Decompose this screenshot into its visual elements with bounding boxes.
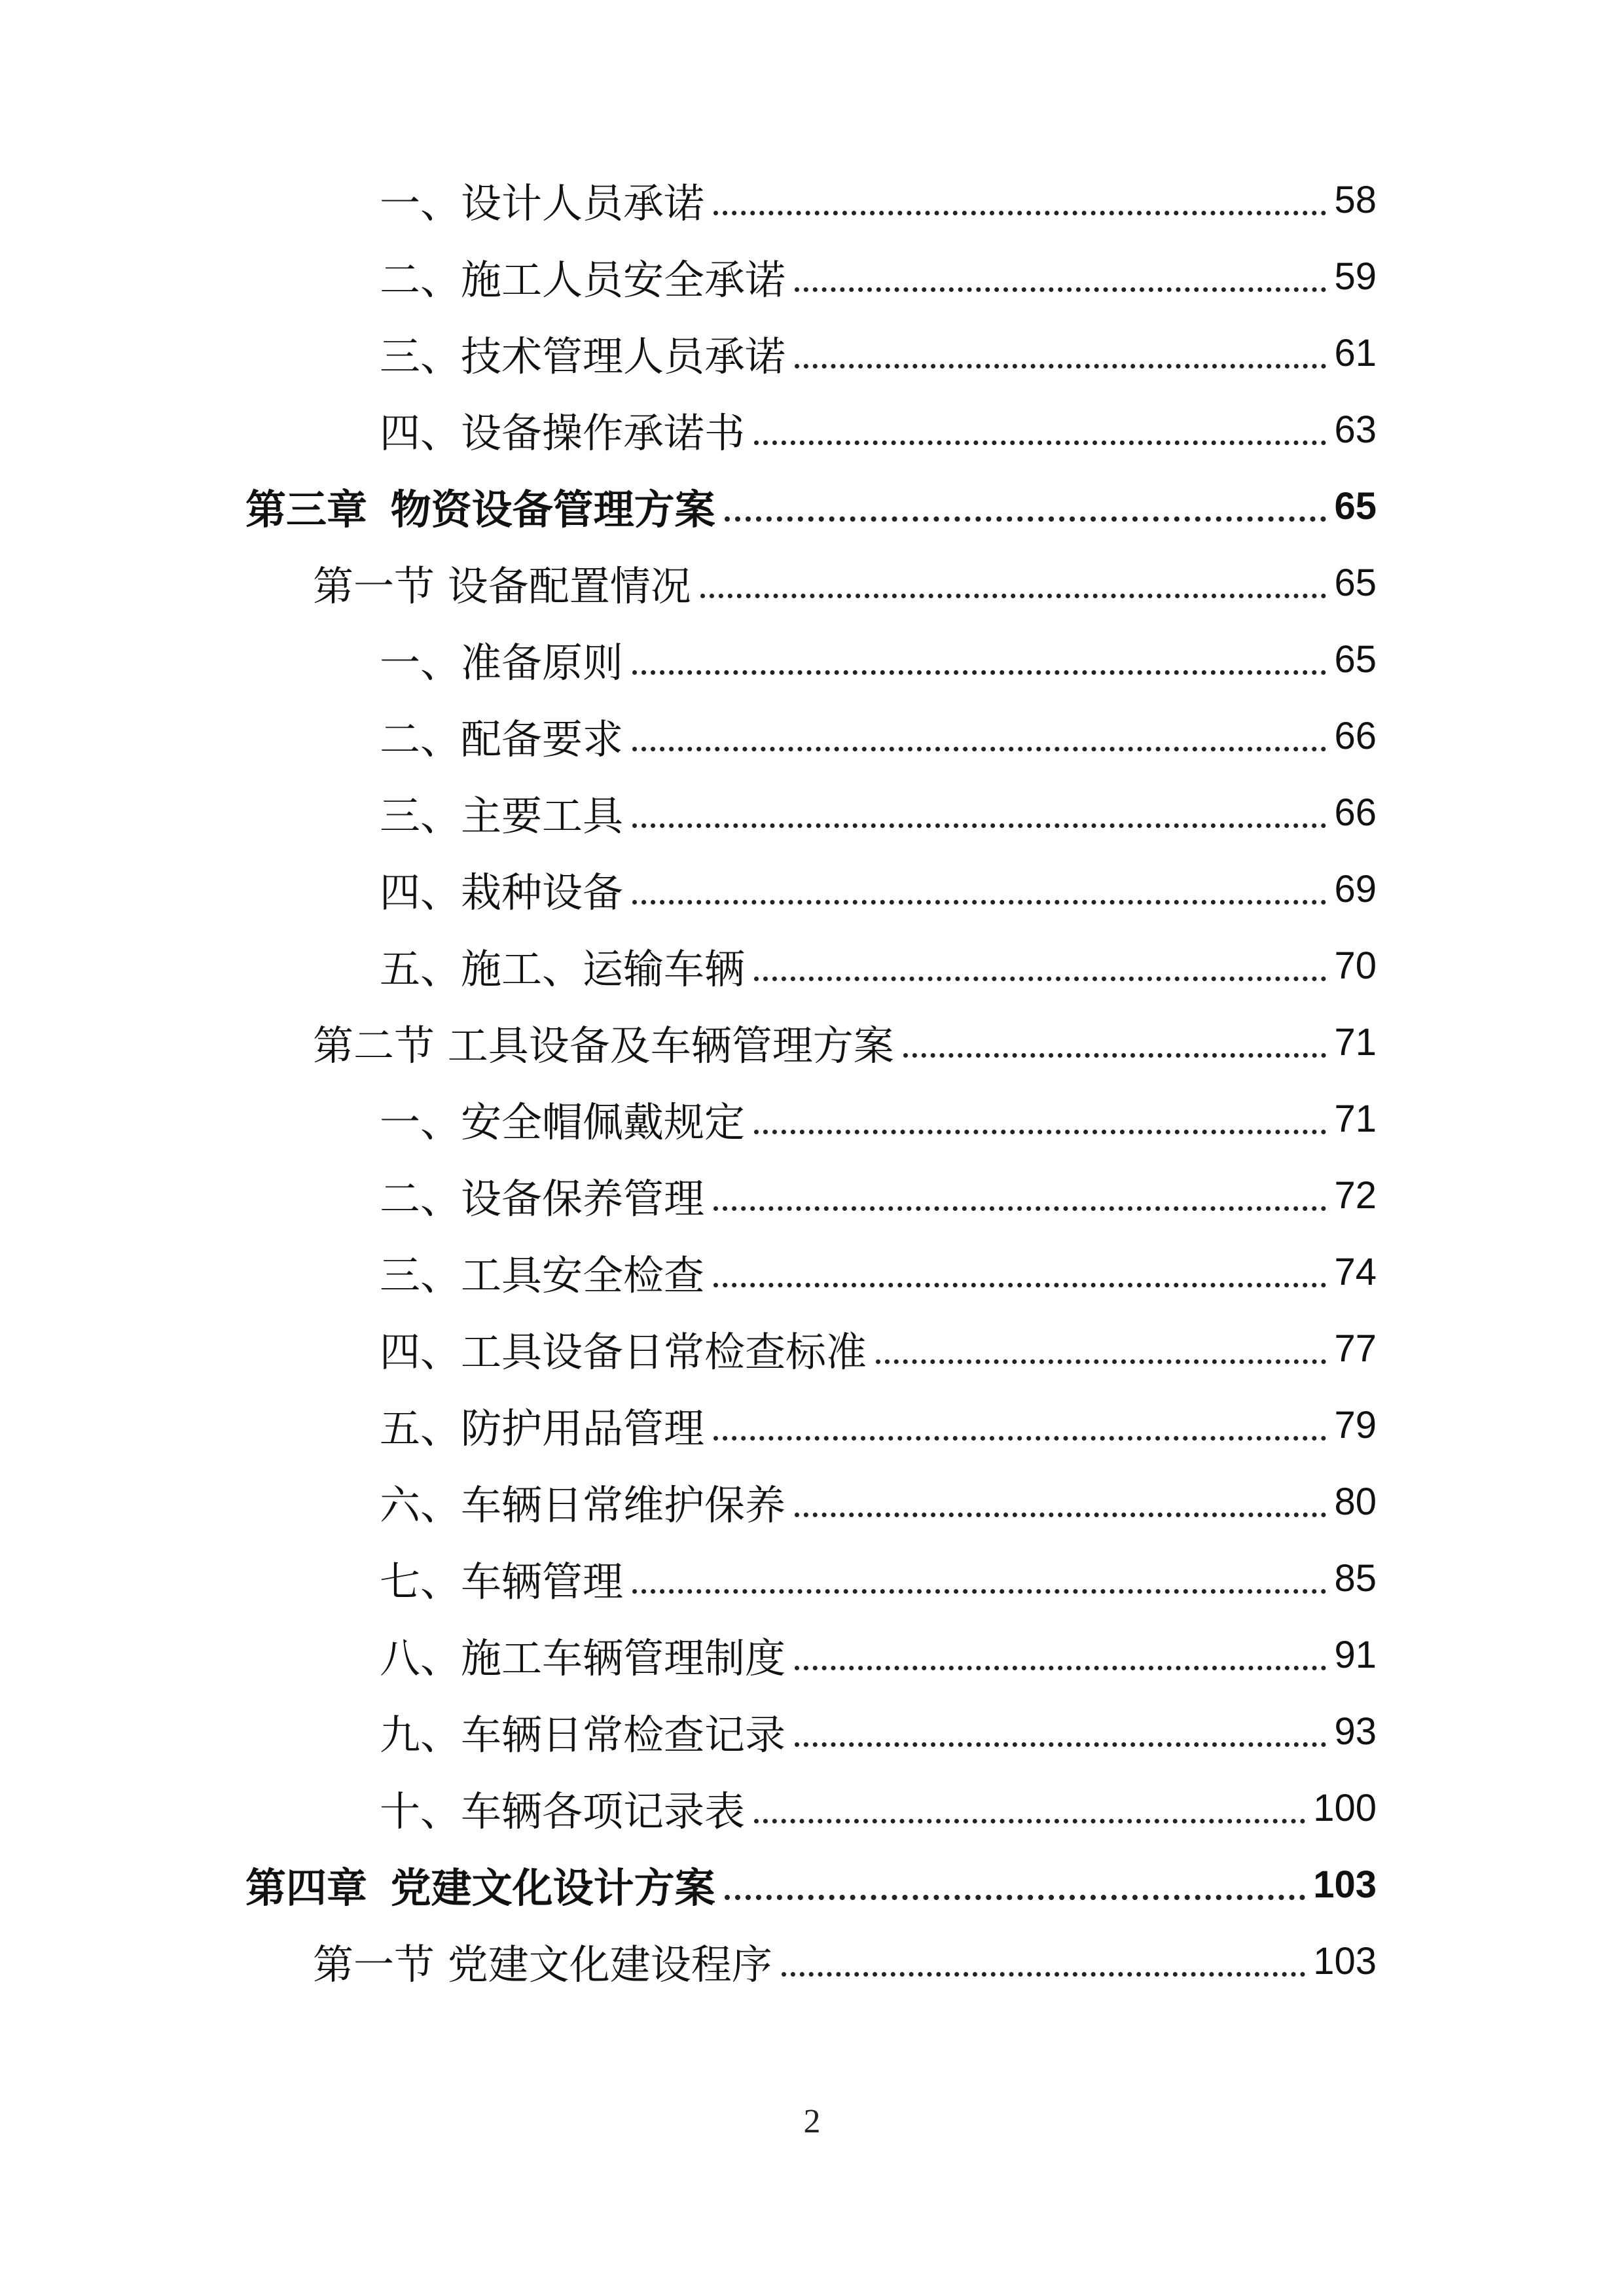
toc-chapter-entry[interactable] [245,473,1377,539]
dot-leader [713,1436,1326,1441]
toc-chapter-title: 第四章 党建文化设计方案 [245,1863,715,1912]
toc-entry[interactable] [380,1469,1377,1534]
toc-entry-page: 61 [1334,331,1377,374]
toc-section-entry[interactable] [313,550,1377,615]
toc-section-title: 第一节 党建文化建设程序 [313,1940,772,1988]
toc-entry[interactable] [380,856,1377,922]
toc-entry-title: 一、安全帽佩戴规定 [380,1098,746,1146]
toc-section-entry[interactable] [313,1009,1377,1075]
toc-entry-page: 77 [1334,1327,1377,1370]
toc-entry[interactable] [380,933,1377,998]
toc-entry-title: 四、设备操作承诺书 [380,408,746,457]
toc-entry-title: 五、施工、运输车辆 [380,944,746,993]
toc-entry-page: 59 [1334,255,1377,298]
toc-entry-title: 六、车辆日常维护保养 [380,1480,786,1529]
toc-entry-page: 103 [1313,1939,1377,1982]
table-of-contents [0,167,1624,2065]
dot-leader [713,1283,1326,1287]
toc-entry-page: 58 [1334,178,1377,221]
toc-entry-page: 103 [1313,1863,1377,1906]
toc-entry-page: 79 [1334,1403,1377,1446]
toc-entry[interactable] [380,397,1377,462]
toc-entry-title: 三、技术管理人员承诺 [380,332,786,380]
toc-entry[interactable] [380,1316,1377,1381]
toc-section-title: 第一节 设备配置情况 [313,562,691,610]
dot-leader [876,1359,1326,1364]
toc-entry[interactable] [380,1086,1377,1151]
dot-leader [754,1130,1326,1134]
dot-leader [713,211,1326,215]
toc-entry[interactable] [380,1392,1377,1458]
toc-section-title: 第二节 工具设备及车辆管理方案 [313,1021,894,1069]
toc-entry-page: 71 [1334,1020,1377,1064]
toc-entry-page: 71 [1334,1097,1377,1140]
toc-entry-title: 七、车辆管理 [380,1557,624,1605]
toc-entry[interactable] [380,1622,1377,1687]
dot-leader [754,440,1326,445]
toc-entry-page: 80 [1334,1480,1377,1523]
page-number: 2 [803,2103,821,2140]
toc-entry-title: 二、设备保养管理 [380,1174,705,1223]
toc-entry[interactable] [380,1775,1377,1840]
toc-entry[interactable] [380,780,1377,845]
dot-leader [632,1589,1326,1594]
toc-entry-title: 四、工具设备日常检查标准 [380,1327,867,1376]
toc-entry-title: 四、栽种设备 [380,868,624,916]
toc-entry-title: 一、设计人员承诺 [380,179,705,227]
dot-leader [632,670,1326,675]
toc-entry-page: 63 [1334,408,1377,451]
toc-entry[interactable] [380,703,1377,768]
toc-entry-title: 一、准备原则 [380,638,624,687]
dot-leader [795,287,1326,292]
toc-entry-page: 66 [1334,714,1377,757]
toc-entry-title: 十、车辆各项记录表 [380,1787,746,1835]
toc-entry-page: 100 [1313,1786,1377,1829]
dot-leader [725,1895,1306,1900]
toc-entry-title: 三、工具安全检查 [380,1251,705,1299]
dot-leader [795,1742,1326,1747]
toc-entry-page: 91 [1334,1633,1377,1676]
toc-entry[interactable] [380,1545,1377,1611]
toc-section-entry[interactable] [313,1928,1377,1994]
toc-chapter-entry[interactable] [245,1852,1377,1917]
toc-entry[interactable] [380,1162,1377,1228]
toc-entry-title: 三、主要工具 [380,791,624,840]
dot-leader [632,900,1326,905]
toc-entry-title: 二、配备要求 [380,715,624,763]
dot-leader [903,1053,1327,1058]
toc-entry[interactable] [380,167,1377,232]
dot-leader [754,977,1326,981]
toc-chapter-title: 第三章 物资设备管理方案 [245,485,715,533]
toc-entry-page: 85 [1334,1556,1377,1600]
toc-entry-page: 72 [1334,1174,1377,1217]
toc-entry-page: 65 [1334,561,1377,604]
toc-entry-page: 93 [1334,1710,1377,1753]
toc-entry-page: 70 [1334,944,1377,987]
toc-entry[interactable] [380,626,1377,692]
dot-leader [795,1666,1326,1670]
dot-leader [700,594,1327,598]
toc-entry-title: 五、防护用品管理 [380,1404,705,1452]
dot-leader [713,1206,1326,1211]
toc-entry[interactable] [380,1239,1377,1304]
toc-entry-page: 65 [1334,637,1377,681]
toc-entry[interactable] [380,1698,1377,1764]
toc-entry-title: 二、施工人员安全承诺 [380,255,786,304]
dot-leader [754,1819,1305,1823]
toc-entry-page: 65 [1334,484,1377,528]
dot-leader [795,364,1326,368]
dot-leader [725,516,1327,522]
toc-entry-page: 69 [1334,867,1377,910]
toc-entry[interactable] [380,243,1377,309]
toc-entry[interactable] [380,320,1377,386]
toc-entry-page: 66 [1334,791,1377,834]
dot-leader [782,1972,1306,1977]
dot-leader [632,747,1326,751]
dot-leader [795,1513,1326,1517]
toc-entry-title: 八、施工车辆管理制度 [380,1634,786,1682]
toc-entry-title: 九、车辆日常检查记录 [380,1710,786,1759]
dot-leader [632,823,1326,828]
toc-entry-page: 74 [1334,1250,1377,1293]
